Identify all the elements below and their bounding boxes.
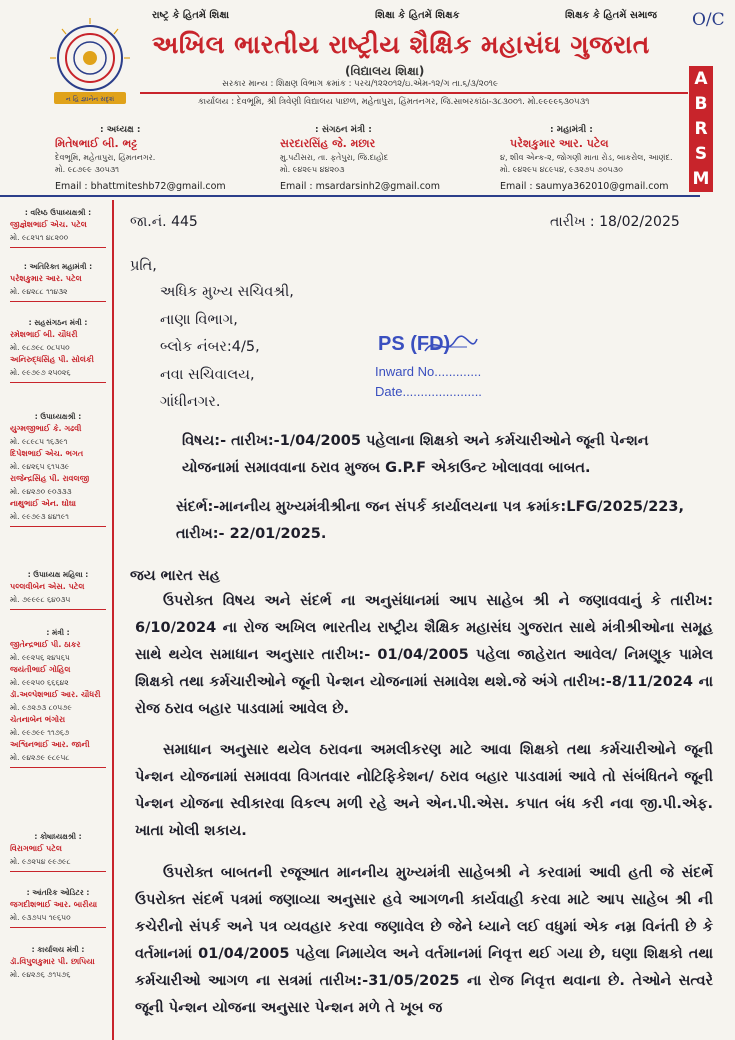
organization-logo [40,14,140,110]
recipient-label: પ્રતિ, [130,258,157,274]
office-bearers-sidebar [0,200,114,1040]
sidebar-group [10,318,106,383]
sidebar-role: : મંત્રી : [46,628,70,637]
president-address: દેવભૂમિ, મહેતાપુરા, હિંમતનગર. [55,153,156,162]
sidebar-group [10,262,106,302]
sidebar-group [10,832,106,872]
sidebar-name: પલ્લવીબેન એસ. પટેલ [10,582,85,591]
president-block [55,125,255,192]
stamp-date: Date...................... [375,384,482,399]
sidebar-mobile: મો. ૯૯૨૫૬ ૨૪૫૬૫ [10,653,70,662]
sidebar-group [10,208,106,248]
sidebar-group [10,628,106,768]
address-line: બ્લોક નંબર:4/5, [160,339,260,355]
address-line: અધિક મુખ્ય સચિવશ્રી, [160,284,294,300]
sidebar-role: : ઉપાધ્યક્ષશ્રી : [34,412,82,421]
sidebar-mobile: મો. ૯૪૨૬૫ ૬૧૫૩૯ [10,462,70,471]
signature-scribble [421,333,481,359]
sidebar-name: પરેશકુમાર આર. પટેલ [10,274,82,283]
sidebar-role: : કાર્યાલય મંત્રી : [31,945,85,954]
sidebar-name: રાજેન્દ્રસિંહ પી. રાવલજી [10,474,90,483]
office-address: કાર્યાલય : દેવભૂમિ, શ્રી ત્રિવેણી વિદ્યાલય પાછળ, મહેતાપુરા, હિંમતનગર, જિ.સાબરકાંઠા-૩૮૩૦૦૧. મો.૯૯૯૯૬૩૦૫૩૧ [198,97,590,107]
organization-secretary-email: Email : msardarsinh2@gmail.com [280,181,440,192]
stamp-office: PS (FD) [378,333,451,355]
body-paragraph: સમાધાન અનુસાર થયેલ ઠરાવના અમલીકરણ માટે આવા શિક્ષકો તથા કર્મચારીઓને જૂની પેન્શન યોજનામાં સમાવવા વિગતવાર નોટિફિકેશન/ ઠરાવ બહાર પાડવામાં આવે તો સંબંધિતને જૂની પેન્શન યોજના સ્વીકારવા વિકલ્પ મળી રહે અને એન.પી.એસ. કપાત બંધ કરી નવા જી.પી.એફ. ખાતા ખોલી શકાય. [135,742,713,839]
sidebar-name: જીતેન્દ્રભાઈ પી. ઠાકર [10,640,81,649]
sidebar-mobile: મો. ૯૯૭૯૯ ૧૧૭૬૭ [10,728,70,737]
abrsm-letter: R [694,118,708,139]
sidebar-group [10,888,106,928]
general-secretary-mobile: મો. ૯૪૨૯૫ ૪૮૯૫૪, ૯૩૨૭૫ ૭૦૫૩૦ [500,165,623,174]
organization-name: અખિલ ભારતીય રાષ્ટ્રીય શૈક્ષિક મહાસંઘ ગુજરાત [152,30,650,59]
sidebar-mobile: મો. ૯૯૨૫૦ ૬૬૬૪૨ [10,678,69,687]
president-mobile: મો. ૯૮૭૯૯ ૩૦૫૩૧ [55,165,120,174]
sidebar-mobile: મો. ૯૮૯૮૫ ૧૬૩૯૧ [10,437,68,446]
reference-number: જા.નં. 445 [130,214,198,230]
tagline-middle: શિક્ષા કે હિતમેં શિક્ષક [375,10,460,21]
general-secretary-email: Email : saumya362010@gmail.com [500,181,669,192]
sidebar-mobile: મો. ૯૯૭૯૭ ૨૫૦૨૬ [10,368,71,377]
government-recognition: સરકાર માન્ય : શિક્ષણ વિભાગ ક્રમાંક : પરચ/૧૨૨૦૧૨/ઇ.એમ-૧૨/ગ તા.૬/૩/૨૦૧૯ [222,79,499,89]
organization-secretary-address: મુ.પટીસરા, તા. ફતેપુરા, જિ.દાહોદ [280,153,389,162]
letter-subject: વિષય:- તારીખ:-1/04/2005 પહેલાના શિક્ષકો અને કર્મચારીઓને જૂની પેન્શન યોજનામાં સમાવવાના ઠરાવ મુજબ G.P.F એકાઉન્ટ ખોલાવવા બાબત. [182,433,649,476]
sidebar-group [10,412,106,527]
sidebar-mobile: મો. ૯૪૨૭૬ ૭૧૫૭૬ [10,970,71,979]
address-line: નવા સચિવાલય, [160,366,255,383]
handwritten-mark: O/C [692,10,725,30]
header-bottom-rule [0,195,700,197]
sidebar-role: : સહસંગઠન મંત્રી : [28,318,88,327]
letter-greeting: જય ભારત સહ [130,568,221,584]
sidebar-name: ડૉ.વિપુલકુમાર પી. છાપિયા [10,957,95,966]
tagline-right: શિક્ષક કે હિતમેં સમાજ [565,10,657,21]
sidebar-name: જીજ્ઞેશભાઈ એચ. પટેલ [10,220,87,229]
sidebar-divider [10,767,106,768]
sidebar-divider [10,526,106,527]
sidebar-name: ડૉ.અલ્પેશભાઈ આર. ચૌધરી [10,690,101,699]
letter-reference: સંદર્ભ:-માનનીય મુખ્યમંત્રીશ્રીના જન સંપર્ક કાર્યાલયના પત્ર ક્રમાંક:LFG/2025/223, તારીખ:- 22/01/2025. [176,499,684,542]
sidebar-role: : વરિષ્ઠ ઉપાધ્યક્ષશ્રી : [24,208,92,217]
letter-date: તારીખ : 18/02/2025 [550,214,680,230]
sidebar-divider [10,871,106,872]
sidebar-name: જયંતીભાઈ ગોહિલ [10,665,71,674]
sidebar-role: : ઉપાધ્યક્ષ મહિલા : [27,570,89,579]
abrsm-letter: B [694,93,708,114]
sidebar-mobile: મો. ૯૪૨૮૮ ૧૧૪૩૨ [10,287,68,296]
sidebar-divider [10,927,106,928]
sidebar-name: અનિરુદ્ધસિંહ પી. સોલંકી [10,355,94,364]
organization-secretary-name: સરદારસિંહ જે. મછાર [280,137,376,150]
abrsm-letter: S [694,144,708,165]
organization-secretary-role: : સંગઠન મંત્રી : [315,125,372,135]
logo-motto: ન હિ જ્ઞાનેન સદૃશં [65,95,115,103]
address-line: નાણા વિભાગ, [160,311,238,328]
sidebar-mobile: મો. ૯૮૨૫૧ ૪૮૨૦૦ [10,233,69,242]
address-line: ગાંધીનગર. [160,394,221,410]
sidebar-mobile: મો. ૭૯૯૯૮ ૬૪૦૩૫ [10,595,71,604]
stamp-inward-number: Inward No............. [375,364,482,379]
sidebar-name: રમેશભાઈ બી. ચૌધરી [10,330,78,339]
general-secretary-name: પરેશકુમાર આર. પટેલ [510,137,609,150]
president-email: Email : bhattmiteshb72@gmail.com [55,181,226,192]
general-secretary-block [500,125,685,192]
sidebar-mobile: મો. ૯૯૭૯૩ ૪૪૧૯૧ [10,512,69,521]
organization-subtitle: (વિદ્યાલય શિક્ષા) [345,64,425,78]
abrsm-letter: M [692,169,710,190]
sidebar-divider [10,301,106,302]
recipient-address [160,279,294,417]
sidebar-mobile: મો. ૯૮૭૯૮ ૦૮૫૫૦ [10,343,70,352]
sidebar-mobile: મો. ૯૭૨૫૪ ૯૯૭૯૮ [10,857,71,866]
sidebar-role: : કોષાધ્યક્ષશ્રી : [34,832,82,841]
sidebar-name: જગદીશભાઈ આર. બારીયા [10,900,98,909]
header-divider [140,92,688,94]
sidebar-divider [10,609,106,610]
sidebar-name: અશ્વિનભાઈ આર. જાની [10,740,90,749]
general-secretary-address: ૪, શીવ એન્ક-૨, જોગણી માતા રોડ, બાકરોલ, આણંદ. [500,153,673,162]
sidebar-divider [10,382,106,383]
body-paragraph: ઉપરોક્ત બાબતની રજૂઆત માનનીય મુખ્યમંત્રી સાહેબશ્રી ને કરવામાં આવી હતી જે સંદર્ભે ઉપરોક્ત સંદર્ભ પત્રમાં જણાવ્યા અનુસાર હવે આગળની કાર્યવાહી કરવા માટે આપ સાહેબ શ્રી ની કચેરીનો સંપર્ક અને પત્ર વ્યવહાર કરવા જણાવેલ છે જેને ધ્યાને લઈ વધુમાં એક નમ્ર વિનંતી છે કે વર્તમાનમાં 01/04/2005 પહેલા નિમાયેલ અને વર્તમાનમાં નિવૃત્ત થઈ ગયા છે, ઘણા શિક્ષકો તથા કર્મચારીઓ આગળ ના સત્રમાં તારીખ:-31/05/2025 ના રોજ નિવૃત્ત થવાના છે. તેઓને સત્વરે જૂની પેન્શન યોજના અનુસાર પેન્શન મળે તે ખૂબ જ [135,865,713,1016]
general-secretary-role: : મહામંત્રી : [550,125,593,135]
sidebar-group [10,945,106,980]
sidebar-mobile: મો. ૯૭૨૭૩ ૮૦૫૭૯ [10,703,72,712]
sidebar-role: : આંતરિક ઓડિટર : [26,888,90,897]
sidebar-name: યુગ્મજીભાઈ કે. ગઢવી [10,424,82,433]
inward-stamp [343,333,513,413]
president-name: મિતેષભાઈ બી. ભટ્ટ [55,137,138,150]
organization-secretary-mobile: મો. ૯૪૨૯૫ ૪૪૨૦૩ [280,165,345,174]
sidebar-divider [10,247,106,248]
abrsm-badge [689,66,713,192]
sidebar-mobile: મો. ૯૩૭૫૫ ૧૯૬૫૦ [10,913,71,922]
sidebar-name: દિપેશભાઈ એચ. ભગત [10,449,84,458]
sidebar-mobile: મો. ૯૪૨૭૯ ૯૮૯૫૮ [10,753,70,762]
sidebar-group [10,570,106,610]
organization-secretary-block [280,125,480,192]
president-role: : અધ્યક્ષ : [100,125,141,135]
sidebar-name: ચેતનાબેન ભંગોરા [10,715,66,724]
sidebar-name: નાથુભાઈ એન. ઘોઘા [10,499,77,508]
abrsm-letter: A [694,68,708,89]
tagline-left: રાષ્ટ્ર કે હિતમેં શિક્ષા [152,10,230,21]
body-paragraph: ઉપરોક્ત વિષય અને સંદર્ભ ના અનુસંધાનમાં આપ સાહેબ શ્રી ને જણાવવાનું કે તારીખ: 6/10/2024 ના રોજ અખિલ ભારતીય રાષ્ટ્રીય શૈક્ષિક મહાસંઘ ગુજરાત સાથે મંત્રીશ્રીઓના સમૂહ સાથે થયેલ સમાધાન અનુસાર તારીખ:- 01/04/2005 પહેલા જાહેરાત આવેલ/ નિમણૂક પામેલ શિક્ષકો તથા કર્મચારીઓને જૂની પેન્શન યોજનામાં સમાવેશ થશે.જે અંગે તારીખ:-8/11/2024 ના રોજ ઠરાવ બહાર પાડવામાં આવેલ છે. [135,593,713,717]
sidebar-mobile: મો. ૯૪૨૭૦ ૯૦૩૩૩ [10,487,72,496]
sidebar-name: વિરાગભાઈ પટેલ [10,844,62,853]
sidebar-role: : અતિરિક્ત મહામંત્રી : [23,262,93,271]
